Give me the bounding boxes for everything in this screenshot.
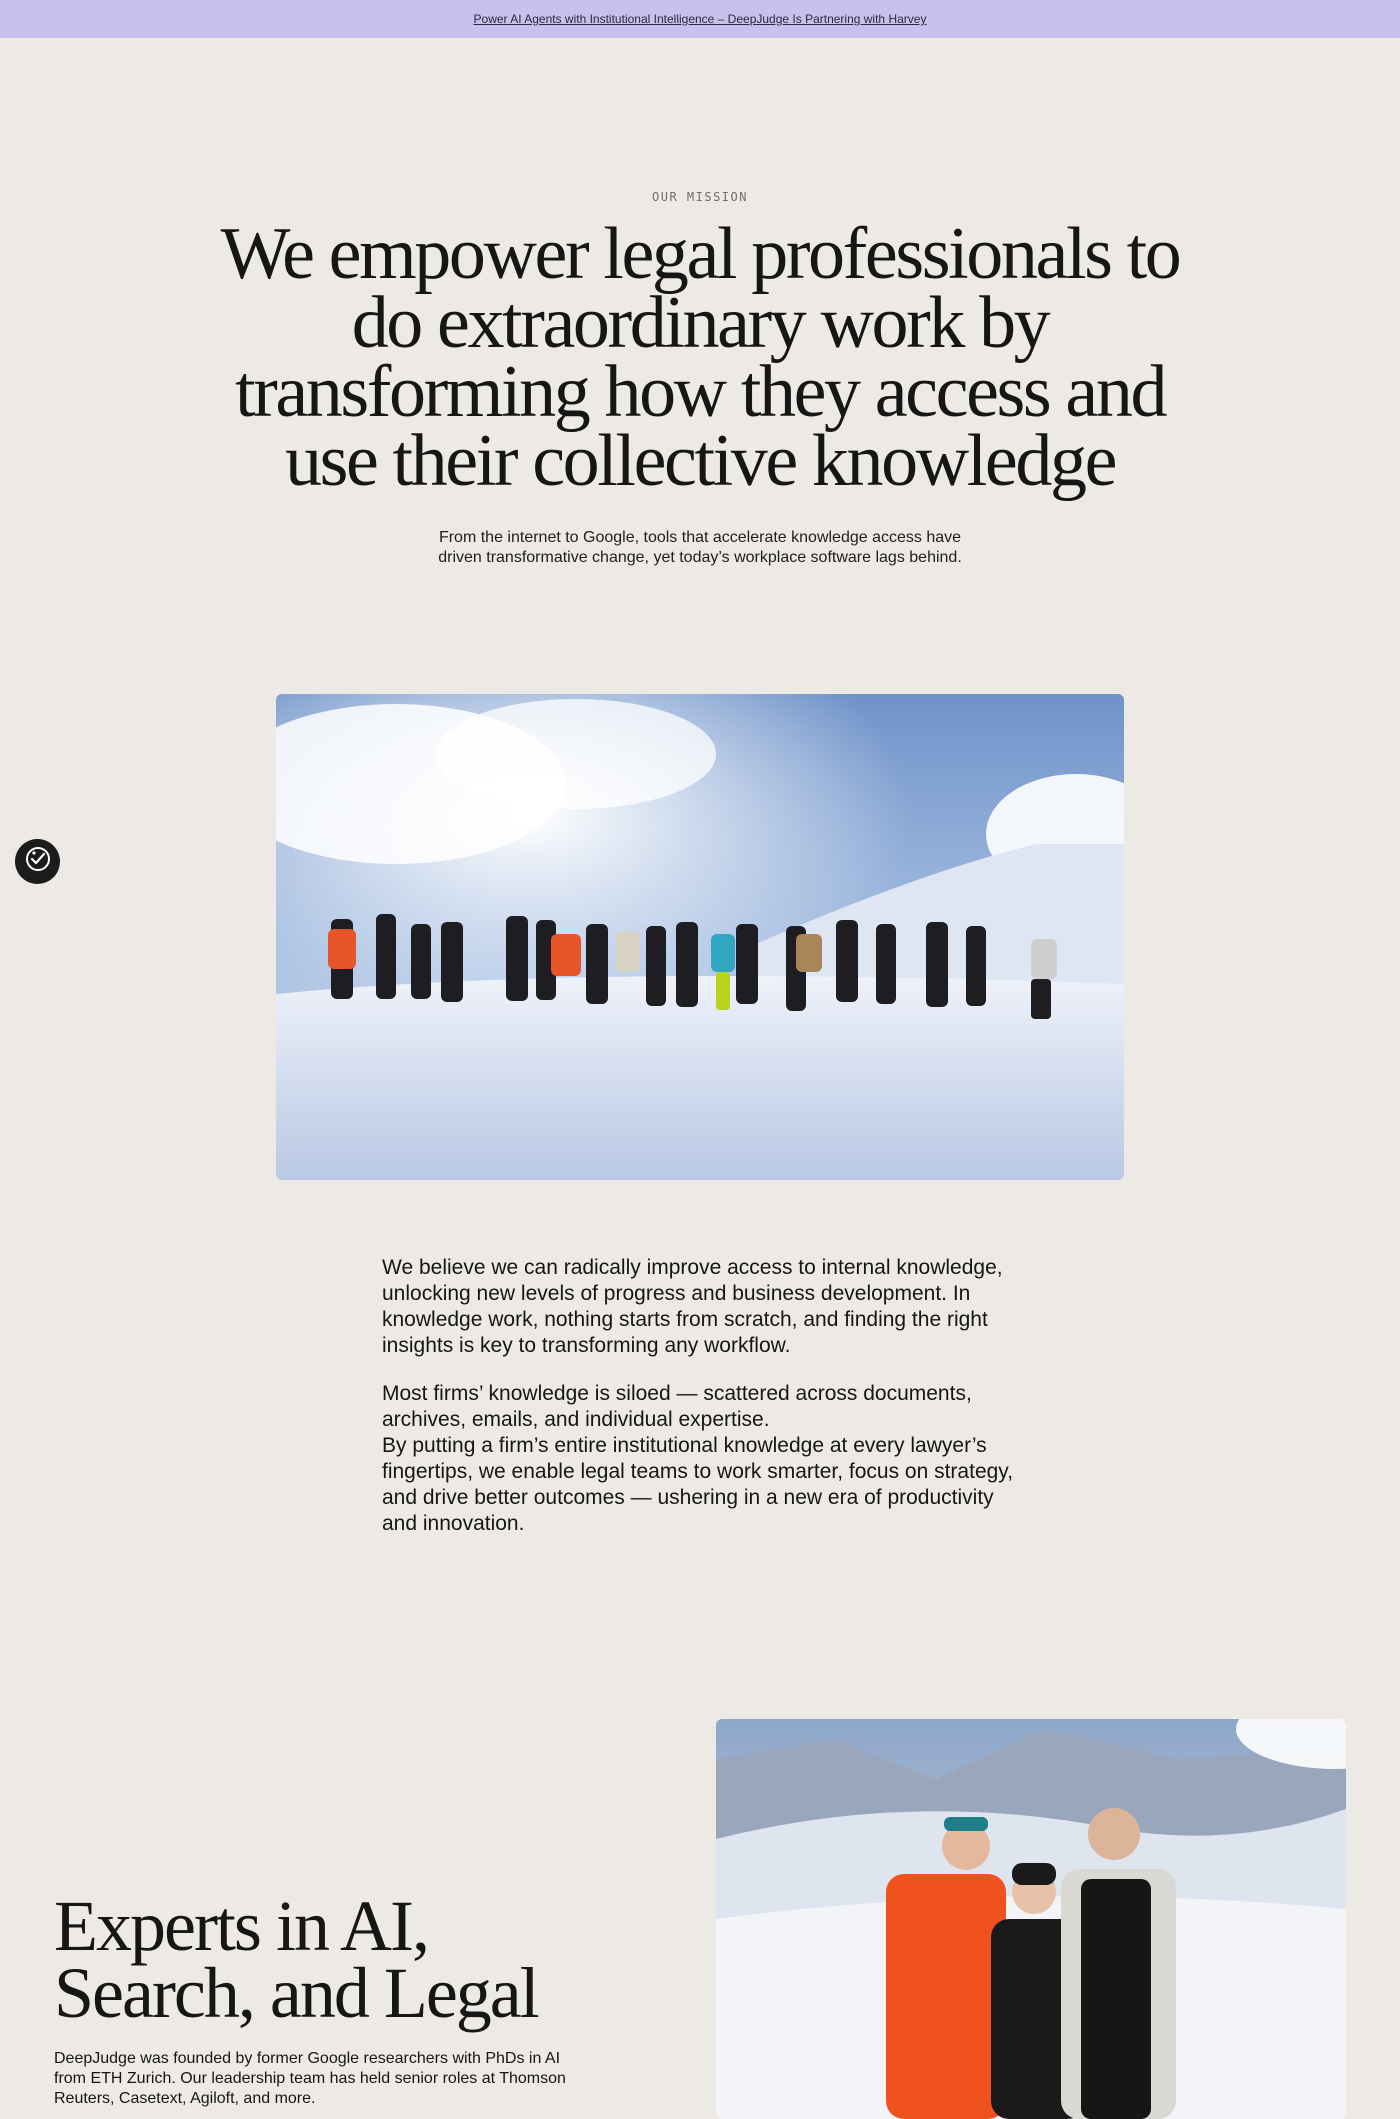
announcement-link[interactable]: Power AI Agents with Institutional Intelligence – DeepJudge Is Partnering with Harvey [473,12,927,26]
mission-heading: We empower legal professionals to do extraordinary work by transforming how they access and use their collective knowledge [220,213,1180,502]
accessibility-icon [24,845,52,878]
founders-photo [716,1719,1346,2119]
accessibility-button[interactable] [15,839,60,884]
body-paragraph: We believe we can radically improve access to internal knowledge, unlocking new levels of progress and business development. In knowledge work, nothing starts from scratch, and finding the right insights is key to transforming any workflow. [382,1256,1003,1357]
body-paragraph: Most firms’ knowledge is siloed — scattered across documents, archives, emails, and individual expertise. [382,1382,972,1431]
mission-eyebrow: OUR MISSION [652,190,748,204]
experts-description: DeepJudge was founded by former Google researchers with PhDs in AI from ETH Zurich. Our leadership team has held senior roles at Thomson Reuters, Casetext, Agiloft, and more. [54,2050,566,2107]
body-paragraph: By putting a firm’s entire institutional knowledge at every lawyer’s fingertips, we enable legal teams to work smarter, focus on strategy, and drive better outcomes — ushering in a new era of productivity and innovation. [382,1434,1014,1535]
mission-body [382,1255,1022,1559]
experts-heading: Experts in AI, Search, and Legal [54,1886,538,2033]
announcement-banner [0,0,1400,38]
mission-subheading: From the internet to Google, tools that accelerate knowledge access have driven transformative change, yet today’s workplace software lags behind. [438,529,962,566]
team-photo [276,694,1124,1180]
